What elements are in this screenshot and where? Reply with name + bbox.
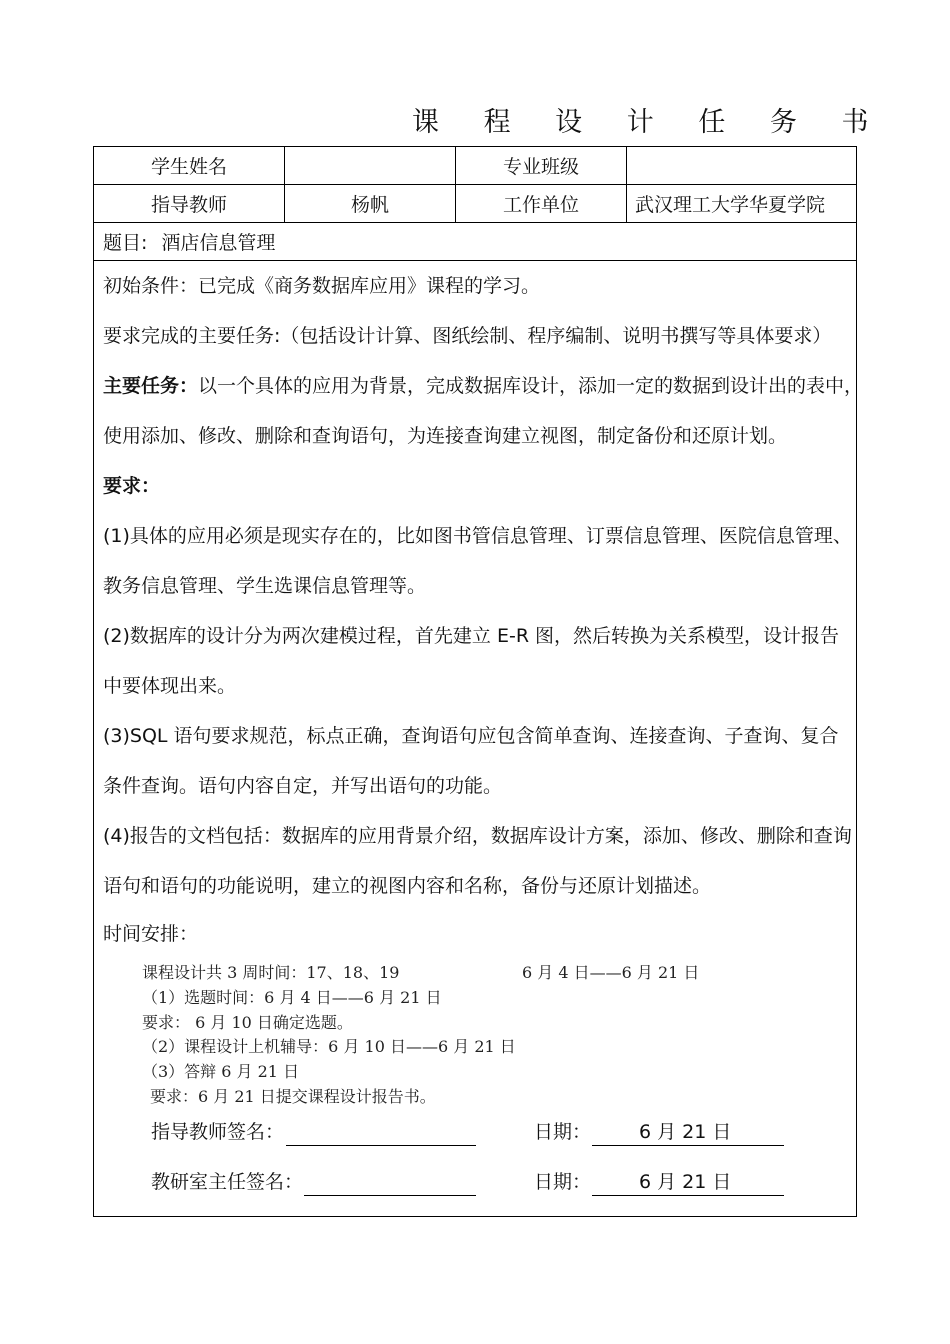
info-row-advisor bbox=[94, 185, 856, 223]
main-task-label: 主要任务： bbox=[103, 375, 199, 397]
student-name-label: 学生姓名 bbox=[94, 147, 285, 184]
requirement-1-line2: 教务信息管理、学生选课信息管理等。 bbox=[103, 575, 427, 597]
major-class-value bbox=[627, 147, 856, 184]
advisor-date-line bbox=[592, 1145, 784, 1146]
advisor-sign-label: 指导教师签名： bbox=[151, 1121, 285, 1143]
initial-conditions: 初始条件：已完成《商务数据库应用》课程的学习。 bbox=[103, 275, 541, 297]
advisor-label: 指导教师 bbox=[94, 185, 285, 222]
requirement-3-line2: 条件查询。语句内容自定，并写出语句的功能。 bbox=[103, 775, 503, 797]
info-row-student bbox=[94, 147, 856, 185]
topic-label: 题目: bbox=[103, 232, 148, 254]
advisor-value: 杨帆 bbox=[285, 185, 456, 222]
unit-label: 工作单位 bbox=[456, 185, 627, 222]
task-form bbox=[93, 146, 864, 1217]
schedule-line-6: 要求：6 月 21 日提交课程设计报告书。 bbox=[150, 1087, 436, 1106]
topic-value: 酒店信息管理 bbox=[161, 232, 276, 254]
schedule-line-2: （1）选题时间：6 月 4 日——6 月 21 日 bbox=[142, 988, 442, 1007]
main-task-line1: 主要任务：以一个具体的应用为背景，完成数据库设计，添加一定的数据到设计出的表中， bbox=[103, 375, 864, 397]
tasks-intro: 要求完成的主要任务:（包括设计计算、图纸绘制、程序编制、说明书撰写等具体要求） bbox=[103, 325, 832, 347]
advisor-date-label: 日期： bbox=[534, 1121, 592, 1143]
director-sign-line bbox=[304, 1195, 476, 1196]
schedule-line-5: （3）答辩 6 月 21 日 bbox=[142, 1062, 300, 1081]
requirement-2-line2: 中要体现出来。 bbox=[103, 675, 237, 697]
schedule-label: 时间安排： bbox=[103, 923, 199, 945]
requirement-3-line1: (3)SQL 语句要求规范，标点正确，查询语句应包含简单查询、连接查询、子查询、复合 bbox=[103, 725, 839, 747]
advisor-date-value: 6 月 21 日 bbox=[639, 1121, 732, 1143]
schedule-line-4: （2）课程设计上机辅导：6 月 10 日——6 月 21 日 bbox=[142, 1037, 516, 1056]
director-date-line bbox=[592, 1195, 784, 1196]
requirement-1-line1: (1)具体的应用必须是现实存在的，比如图书管信息管理、订票信息管理、医院信息管理、 bbox=[103, 525, 852, 547]
requirements-label: 要求： bbox=[103, 475, 161, 497]
unit-value: 武汉理工大学华夏学院 bbox=[635, 194, 826, 216]
schedule-line-1-left: 课程设计共 3 周时间：17、18、19 bbox=[142, 963, 400, 982]
advisor-sign-line bbox=[286, 1145, 476, 1146]
main-task-line2: 使用添加、修改、删除和查询语句，为连接查询建立视图，制定备份和还原计划。 bbox=[103, 425, 788, 447]
schedule-line-1-right: 6 月 4 日——6 月 21 日 bbox=[522, 963, 700, 982]
schedule-line-3: 要求： 6 月 10 日确定选题。 bbox=[142, 1013, 353, 1032]
student-name-value bbox=[285, 147, 456, 184]
director-sign-label: 教研室主任签名： bbox=[151, 1171, 304, 1193]
director-date-label: 日期： bbox=[534, 1171, 592, 1193]
topic-row bbox=[94, 223, 856, 261]
requirement-2-line1: (2)数据库的设计分为两次建模过程，首先建立 E-R 图，然后转换为关系模型，设计报告 bbox=[103, 625, 840, 647]
requirement-4-line1: (4)报告的文档包括：数据库的应用背景介绍，数据库设计方案，添加、修改、删除和查询 bbox=[103, 825, 852, 847]
director-date-value: 6 月 21 日 bbox=[639, 1171, 732, 1193]
major-class-label: 专业班级 bbox=[456, 147, 627, 184]
document-title: 课 程 设 计 任 务 书 bbox=[412, 107, 887, 138]
requirement-4-line2: 语句和语句的功能说明，建立的视图内容和名称，备份与还原计划描述。 bbox=[103, 875, 712, 897]
